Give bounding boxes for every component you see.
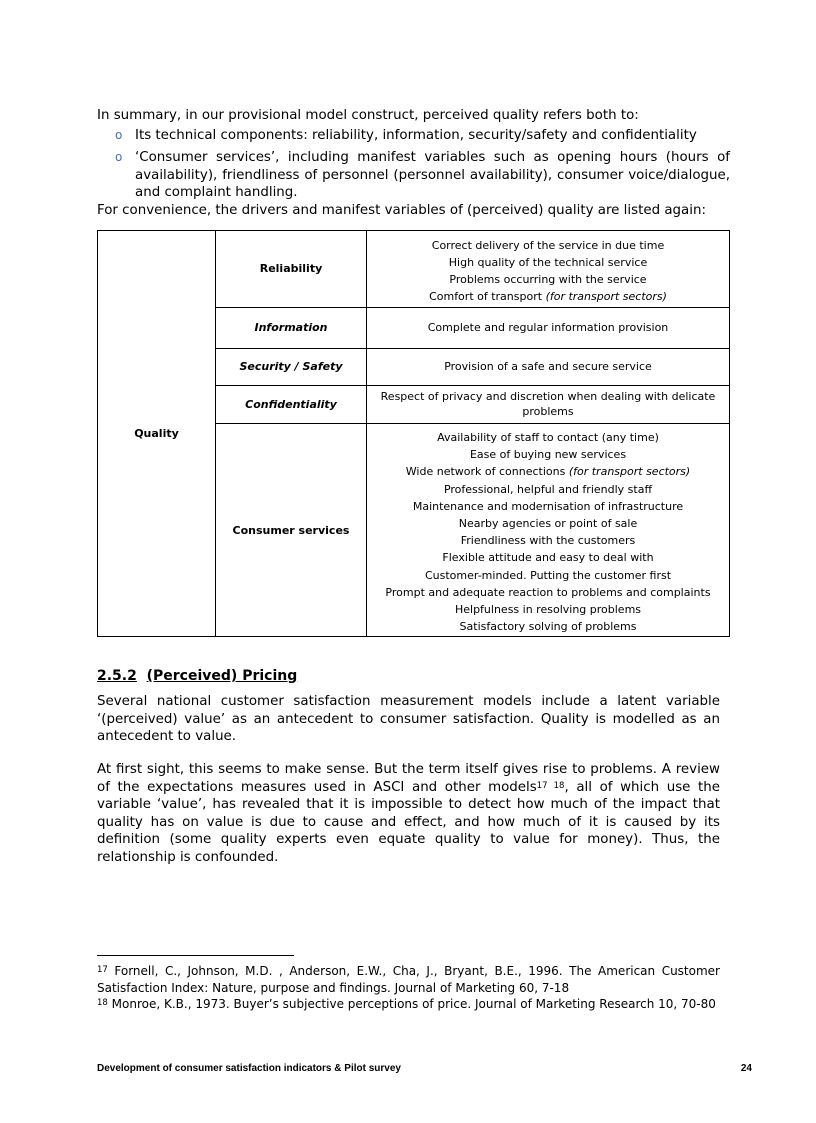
driver-consumer-services: Consumer services [216, 424, 367, 637]
section-number: 2.5.2 [97, 668, 137, 684]
bullet-circle-icon: o [115, 127, 123, 142]
reliability-items [367, 231, 730, 308]
manifest-variable: Ease of buying new services [469, 448, 627, 462]
footnote-ref [548, 781, 554, 791]
paragraph-text: At first sight, this seems to make sense. But the term itself gives rise to problems. A review of the expectations measures used in ASCI and other models [97, 762, 720, 795]
footnote-number: 18 [97, 998, 108, 1009]
manifest-variable: Flexible attitude and easy to deal with [442, 551, 654, 565]
manifest-variable: Satisfactory solving of problems [459, 620, 637, 634]
paragraph [97, 761, 720, 867]
bullet-item [97, 149, 730, 202]
manifest-variable: Availability of staff to contact (any time) [437, 431, 659, 444]
footnote-text: Fornell, C., Johnson, M.D. , Anderson, E.W., Cha, J., Bryant, B.E., 1996. The American Customer Satisfaction Index: Nature, purpose and findings. Journal of Marketing 60, 7-18 [97, 964, 720, 995]
manifest-variable: Respect of privacy and discretion when dealing with delicate problems [367, 386, 730, 424]
intro-block [97, 107, 730, 220]
manifest-variable: Correct delivery of the service in due time [431, 238, 665, 252]
bullet-text: ‘Consumer services’, including manifest variables such as opening hours (hours of availability), friendliness of personnel (personnel availability), consumer voice/dialogue, and complaint handling. [135, 150, 730, 201]
driver-reliability: Reliability [216, 231, 367, 308]
transport-note: (for transport sectors) [568, 465, 691, 479]
consumer-services-items [367, 424, 730, 637]
driver-confidentiality: Confidentiality [216, 386, 367, 424]
manifest-variable: Complete and regular information provision [367, 308, 730, 349]
footnote-number: 17 [97, 965, 108, 975]
paragraph-text: , all of which use the variable ‘value’, has revealed that it is impossible to detect how much of the impact that quality has on value is due to cause and effect, and how much of it is caused by its definition (some quality experts even equate quality to value for money). Thus, the relationship is confounded. [97, 779, 721, 865]
transport-note: (for transport sectors) [545, 290, 667, 304]
paragraph: Several national customer satisfaction measurement models include a latent variable ‘(perceived) value’ as an antecedent to consumer satisfaction. Quality is modelled as an antecedent to value. [97, 694, 720, 745]
footnote [97, 963, 720, 996]
bullet-text: Its technical components: reliability, information, security/safety and confidentiality [135, 127, 697, 143]
page-number: 24 [740, 1063, 752, 1074]
manifest-variable: Nearby agencies or point of sale [458, 517, 638, 531]
manifest-variable-text: Comfort of transport [429, 290, 543, 304]
driver-information: Information [216, 308, 367, 349]
manifest-variable: High quality of the technical service [448, 255, 648, 269]
bullet-list [97, 127, 730, 202]
manifest-variable: Prompt and adequate reaction to problems and complaints [385, 585, 711, 599]
section-heading [97, 668, 297, 684]
footnote-divider [97, 955, 294, 956]
footnote-text: Monroe, K.B., 1973. Buyer’s subjective perceptions of price. Journal of Marketing Research 10, 70-80 [111, 997, 716, 1012]
quality-table [97, 230, 730, 637]
manifest-variable [373, 463, 723, 480]
manifest-variable: Problems occurring with the service [449, 273, 647, 286]
page-footer [97, 1063, 752, 1074]
footnote-ref: 17 [536, 780, 548, 791]
manifest-variable: Friendliness with the customers [460, 534, 636, 548]
bullet-circle-icon: o [115, 150, 123, 165]
manifest-variable: Professional, helpful and friendly staff [443, 482, 653, 496]
footer-title: Development of consumer satisfaction indicators & Pilot survey [97, 1063, 401, 1074]
latent-variable-cell: Quality [98, 231, 216, 637]
driver-security: Security / Safety [216, 349, 367, 386]
section-title: (Perceived) Pricing [146, 668, 298, 684]
footnote-ref: 18 [553, 780, 565, 791]
manifest-variable: Helpfulness in resolving problems [454, 603, 642, 617]
footnote [97, 996, 720, 1013]
intro-after: For convenience, the drivers and manifest variables of (perceived) quality are listed again: [97, 202, 706, 218]
manifest-variable-text: Wide network of connections [405, 465, 566, 479]
bullet-item [97, 127, 730, 145]
footnotes [97, 963, 720, 1013]
intro-lead: In summary, in our provisional model construct, perceived quality refers both to: [97, 108, 639, 123]
manifest-variable [373, 288, 723, 305]
manifest-variable: Customer-minded. Putting the customer first [424, 568, 672, 582]
manifest-variable: Provision of a safe and secure service [367, 349, 730, 386]
manifest-variable: Maintenance and modernisation of infrastructure [412, 499, 684, 513]
